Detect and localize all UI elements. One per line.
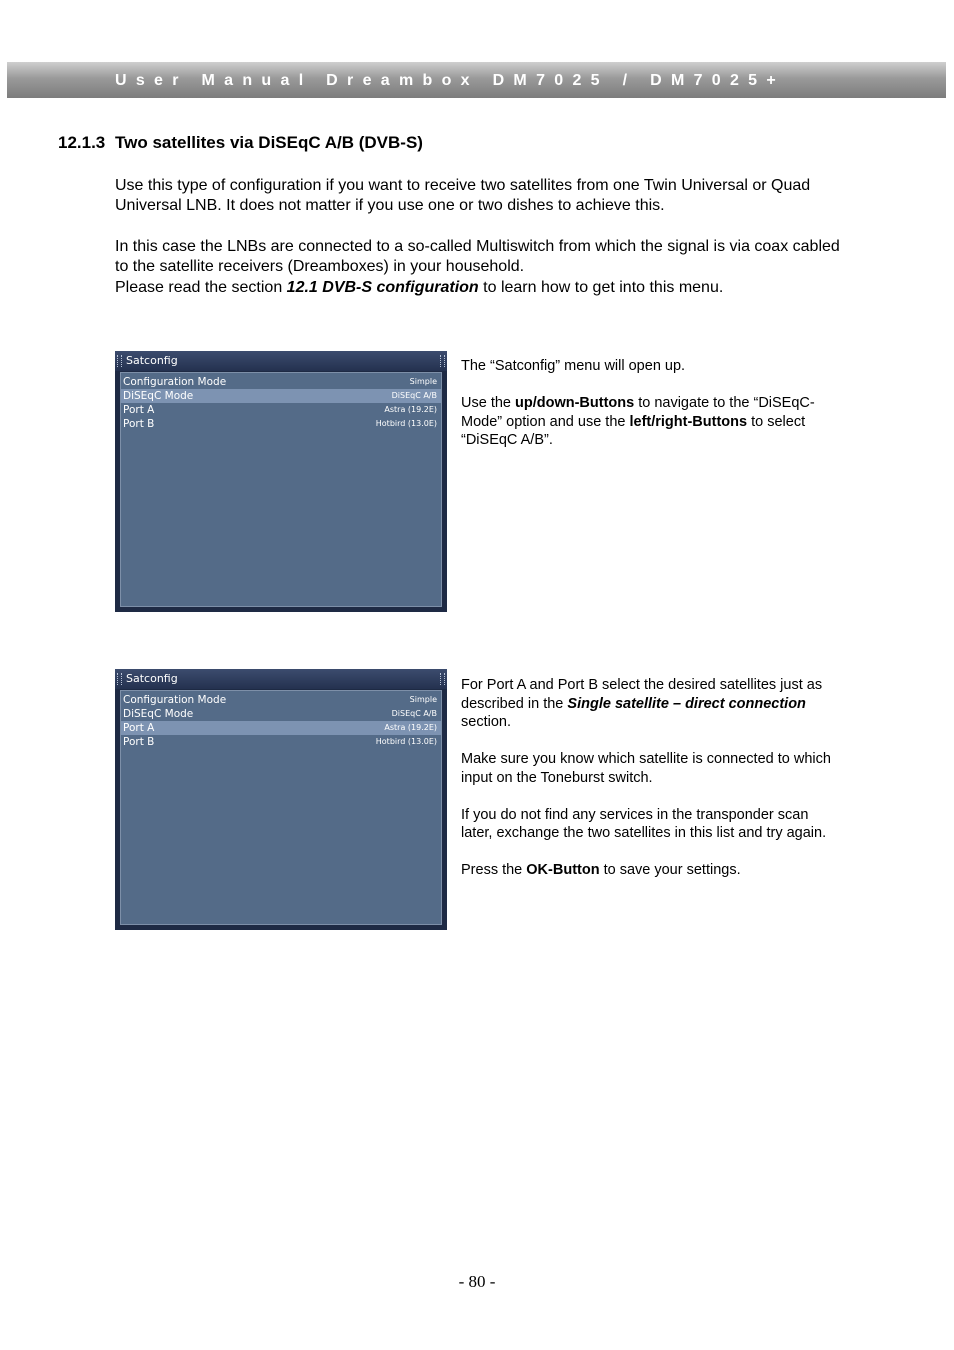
satconfig-screenshot-1 (115, 351, 447, 612)
satconfig-titlebar (115, 669, 447, 689)
satconfig-title: Satconfig (126, 672, 178, 685)
satconfig-titlebar (115, 351, 447, 371)
row-label: Port A (123, 722, 155, 734)
row-value: Hotbird (13.0E) (375, 419, 437, 428)
intro-text-2: In this case the LNBs are connected to a so-called Multiswitch from which the signal is via coax cabled to the satellite receivers (Dreamboxes) in your household. (115, 238, 840, 276)
satconfig-screenshot-2 (115, 669, 447, 930)
section-title: Two satellites via DiSEqC A/B (DVB-S) (115, 133, 423, 152)
row-value: Astra (19.2E) (384, 723, 437, 732)
row-value: Astra (19.2E) (384, 405, 437, 414)
satconfig-list (120, 372, 442, 607)
grip-icon (440, 673, 445, 685)
row-label: Port B (123, 418, 155, 430)
button-name: OK-Button (526, 862, 600, 878)
intro-paragraph-1 (115, 176, 855, 217)
row-label: Configuration Mode (123, 694, 227, 706)
list-item-configuration-mode[interactable] (121, 375, 441, 389)
grip-icon (117, 673, 122, 685)
description-1 (461, 357, 841, 468)
list-item-diseqc-mode[interactable] (121, 707, 441, 721)
page-number: - 80 - (458, 1272, 496, 1291)
row-value: Simple (409, 695, 437, 704)
desc2-text-4: Press the OK-Button to save your settings. (461, 862, 741, 878)
row-label: Port A (123, 404, 155, 416)
list-item-port-b[interactable] (121, 735, 441, 749)
list-item-configuration-mode[interactable] (121, 693, 441, 707)
desc1-text-1: The “Satconfig” menu will open up. (461, 358, 686, 374)
row-value: Hotbird (13.0E) (375, 737, 437, 746)
section-number: 12.1.3 (58, 133, 106, 152)
row-label: DiSEqC Mode (123, 390, 194, 402)
desc2-text-2: Make sure you know which satellite is connected to which input on the Toneburst switch. (461, 751, 831, 786)
intro-paragraph-2 (115, 237, 855, 298)
row-label: Configuration Mode (123, 376, 227, 388)
section-reference: 12.1 DVB-S configuration (286, 278, 479, 296)
button-name: up/down-Buttons (515, 395, 635, 411)
intro-text-3: Please read the section 12.1 DVB-S configuration to learn how to get into this menu. (115, 278, 724, 296)
grip-icon (117, 355, 122, 367)
satconfig-list (120, 690, 442, 925)
section-heading (58, 133, 423, 153)
section-reference: Single satellite – direct connection (567, 695, 806, 712)
description-2 (461, 676, 841, 898)
row-value: DiSEqC A/B (391, 709, 437, 718)
list-item-port-b[interactable] (121, 417, 441, 431)
row-value: DiSEqC A/B (391, 391, 437, 400)
intro-text-1: Use this type of configuration if you want to receive two satellites from one Twin Universal or Quad Universal LNB. It does not matter if you use one or two dishes to achieve this. (115, 177, 811, 215)
satconfig-title: Satconfig (126, 354, 178, 367)
row-label: Port B (123, 736, 155, 748)
list-item-port-a[interactable] (121, 721, 441, 735)
manual-title: User Manual Dreambox DM7025 / DM7025+ (115, 72, 786, 89)
grip-icon (440, 355, 445, 367)
row-value: Simple (409, 377, 437, 386)
desc1-text-2: Use the up/down-Buttons to navigate to the “DiSEqC-Mode” option and use the left/right-Buttons to select “DiSEqC A/B”. (461, 395, 815, 448)
desc2-text-3: If you do not find any services in the transponder scan later, exchange the two satellites in this list and try again. (461, 806, 827, 841)
desc2-text-1: For Port A and Port B select the desired satellites just as described in the Single satellite – direct connection section. (461, 677, 823, 730)
list-item-diseqc-mode[interactable] (121, 389, 441, 403)
header-bar (7, 62, 946, 98)
row-label: DiSEqC Mode (123, 708, 194, 720)
button-name: left/right-Buttons (629, 413, 748, 430)
list-item-port-a[interactable] (121, 403, 441, 417)
